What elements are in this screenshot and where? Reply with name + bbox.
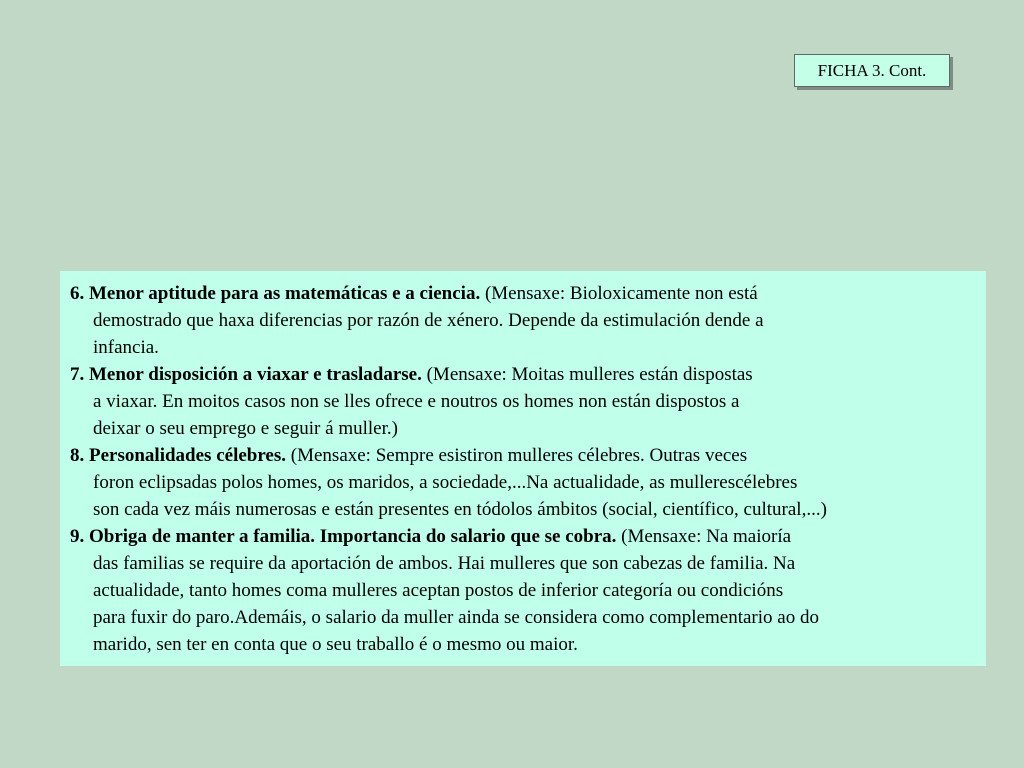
item-title: 6. Menor aptitude para as matemáticas e a ciencia. xyxy=(70,283,481,304)
item-first-line xyxy=(70,523,986,550)
list-item xyxy=(70,442,986,523)
item-text: deixar o seu emprego e seguir á muller.) xyxy=(93,418,398,439)
list-item xyxy=(70,280,986,361)
item-title: 8. Personalidades célebres. xyxy=(70,445,287,466)
item-first-line xyxy=(70,361,986,388)
ficha-label: FICHA 3. Cont. xyxy=(794,54,950,87)
item-title: 7. Menor disposición a viaxar e trasladarse. xyxy=(70,364,422,385)
item-text: demostrado que haxa diferencias por razón de xénero. Depende da estimulación dende a xyxy=(93,310,764,331)
list-item xyxy=(70,523,986,658)
item-text: para fuxir do paro.Ademáis, o salario da muller ainda se considera como complementario ao do xyxy=(93,607,819,628)
item-text: foron eclipsadas polos homes, os maridos, a sociedade,...Na actualidade, as mullerescélebres xyxy=(93,472,798,493)
item-first-line xyxy=(70,280,986,307)
item-text: infancia. xyxy=(93,337,159,358)
item-text: son cada vez máis numerosas e están presentes en tódolos ámbitos (social, científico, cultural,...) xyxy=(93,499,827,520)
list-item xyxy=(70,361,986,442)
item-title: 9. Obriga de manter a familia. Importancia do salario que se cobra. xyxy=(70,526,617,547)
item-text: a viaxar. En moitos casos non se lles ofrece e noutros os homes non están dispostos a xyxy=(93,391,740,412)
item-text: actualidade, tanto homes coma mulleres aceptan postos de inferior categoría ou condicións xyxy=(93,580,784,601)
item-text: (Mensaxe: Na maioría xyxy=(621,526,792,547)
item-first-line xyxy=(70,442,986,469)
item-text: marido, sen ter en conta que o seu traballo é o mesmo ou maior. xyxy=(93,634,578,655)
content-box xyxy=(60,271,986,666)
item-text: (Mensaxe: Bioloxicamente non está xyxy=(484,283,758,304)
item-text: (Mensaxe: Sempre esistiron mulleres célebres. Outras veces xyxy=(290,445,748,466)
item-text: (Mensaxe: Moitas mulleres están dispostas xyxy=(426,364,753,385)
item-text: das familias se require da aportación de ambos. Hai mulleres que son cabezas de familia. Na xyxy=(93,553,796,574)
